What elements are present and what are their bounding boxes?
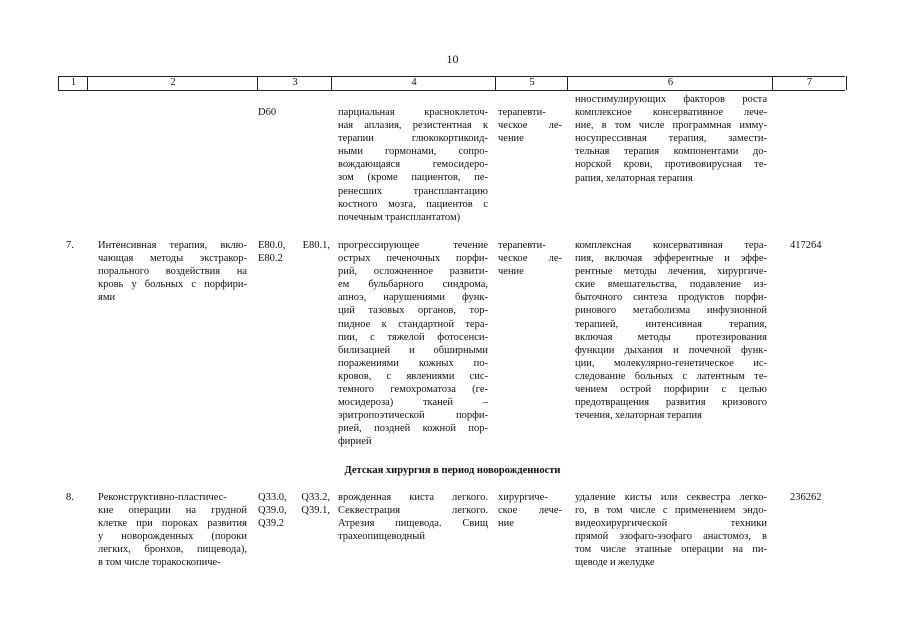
- column-number-1: 1: [58, 76, 88, 90]
- cell-line: функции дыхания и почечной функ-: [575, 344, 767, 356]
- cell-treatment-type: [498, 491, 562, 530]
- cell-cost: 417264: [790, 240, 822, 251]
- cell-line: включая методы протезирования: [575, 331, 767, 343]
- cell-line: кие операции на грудной: [98, 505, 247, 517]
- cell-line: фирией: [338, 436, 372, 448]
- cell-line: чение: [498, 133, 524, 145]
- cell-line: Секвестрация легкого.: [338, 505, 488, 517]
- cell-row-number: 8.: [66, 492, 74, 503]
- cell-line: хирургиче-: [498, 492, 548, 503]
- cell-line: ское лече-: [498, 505, 562, 517]
- cell-codes: [258, 491, 330, 530]
- cell-line: нностимулирующих факторов роста: [575, 94, 767, 105]
- cell-line: Реконструктивно-пластичес-: [98, 492, 227, 503]
- table-header-line-bottom: [58, 90, 845, 91]
- cell-line: билизацией и обширными: [338, 344, 488, 356]
- cell-patient-model: [338, 106, 488, 224]
- column-number-7: 7: [772, 76, 847, 90]
- cell-line: щеводе и желудке: [575, 557, 655, 569]
- cell-treatment-type: [498, 106, 562, 145]
- cell-line: чение: [498, 266, 524, 278]
- cell-line: клетке при пороках развития: [98, 518, 247, 530]
- cell-line: ние, в том числе программная имму-: [575, 120, 767, 132]
- cell-line: кровов, с явлениями сис-: [338, 370, 488, 382]
- cell-codes: [258, 106, 330, 119]
- column-number-5: 5: [495, 76, 568, 90]
- cell-line: том числе этапные операции на пи-: [575, 544, 767, 556]
- cell-line: Q39.2: [258, 518, 284, 530]
- cell-line: тельная терапия компонентами до-: [575, 146, 767, 158]
- cell-line: рией, поздней кожной пор-: [338, 423, 488, 435]
- cell-line: прогрессирующее течение: [338, 240, 488, 251]
- cell-line: кровь у больных с порфири-: [98, 279, 247, 291]
- cell-line: парциальная красноклеточ-: [338, 107, 488, 118]
- cell-line: терапевти-: [498, 240, 546, 251]
- cell-line: апноэ, нарушениями функ-: [338, 292, 488, 304]
- cell-line: быточного синтеза продуктов порфи-: [575, 292, 767, 304]
- cell-line: чающая методы экстракор-: [98, 253, 247, 265]
- cell-line: рентные методы лечения, хирургиче-: [575, 266, 767, 278]
- cell-line: E80.0, E80.1,: [258, 240, 330, 251]
- cell-treatment-method: [575, 239, 767, 422]
- cell-line: следование больных с латентным те-: [575, 370, 767, 382]
- cell-line: ции, молекулярно-генетическое ис-: [575, 357, 767, 369]
- cell-treatment-method: [575, 93, 767, 185]
- cell-line: удаление кисты или секвестра легко-: [575, 492, 767, 503]
- cell-line: норской крови, противовирусная те-: [575, 159, 767, 171]
- cell-line: легких, бронхов, пищевода),: [98, 544, 247, 556]
- cell-treatment-type: [498, 239, 562, 278]
- cell-line: видеохирургической техники: [575, 518, 767, 530]
- cell-line: ная аплазия, резистентная к: [338, 120, 488, 132]
- cell-line: пидное к стандартной тера-: [338, 318, 488, 330]
- cell-cost: 236262: [790, 492, 822, 503]
- cell-line: Q39.0, Q39.1,: [258, 505, 330, 517]
- cell-patient-model: [338, 491, 488, 543]
- cell-codes: [258, 239, 330, 265]
- cell-line: чением острой порфирии с целью: [575, 384, 767, 396]
- cell-line: течения, хелаторная терапия: [575, 410, 702, 422]
- column-number-2: 2: [87, 76, 258, 90]
- cell-line: Атрезия пищевода. Свищ: [338, 518, 488, 530]
- cell-line: ские вмешательства, подавление из-: [575, 279, 767, 291]
- cell-line: зом (кроме пациентов, пе-: [338, 172, 488, 184]
- cell-line: пия, включая эфферентные и эффе-: [575, 253, 767, 265]
- cell-line: ями: [98, 292, 116, 304]
- column-number-3: 3: [257, 76, 332, 90]
- cell-line: врожденная киста легкого.: [338, 492, 488, 503]
- column-number-4: 4: [331, 76, 496, 90]
- cell-line: рапия, хелаторная терапия: [575, 172, 693, 184]
- cell-line: пии, с тяжелой фотосенси-: [338, 331, 488, 343]
- cell-line: прямой эзофаго-эзофаго анастомоз, в: [575, 531, 767, 543]
- column-number-6: 6: [567, 76, 773, 90]
- cell-line: порального воздействия на: [98, 266, 247, 278]
- cell-line: ций тазовых органов, тор-: [338, 305, 488, 317]
- cell-line: терапии глюкокортикоид-: [338, 133, 488, 145]
- cell-line: терапией, интенсивная терапия,: [575, 318, 767, 330]
- cell-treatment-method: [575, 491, 767, 570]
- cell-line: ренесших трансплантацию: [338, 185, 488, 197]
- cell-line: E80.2: [258, 253, 283, 265]
- cell-line: терапевти-: [498, 107, 546, 118]
- cell-care-name: [98, 239, 247, 304]
- cell-line: рий, осложненное развити-: [338, 266, 488, 278]
- cell-line: темного гемохроматоза (ге-: [338, 384, 488, 396]
- cell-row-number: 7.: [66, 240, 74, 251]
- cell-line: ринового метаболизма инфузионной: [575, 305, 767, 317]
- cell-line: предотвращения развития кризового: [575, 397, 767, 409]
- section-title: Детская хирургия в период новорожденности: [344, 465, 561, 476]
- cell-line: Интенсивная терапия, вклю-: [98, 240, 247, 251]
- cell-line: костного мозга, пациентов с: [338, 198, 488, 210]
- page-number: 10: [446, 52, 459, 66]
- cell-line: го, в том числе с применением эндо-: [575, 505, 767, 517]
- cell-line: почечным трансплантатом): [338, 211, 461, 223]
- cell-line: мосидероза) тканей –: [338, 397, 488, 409]
- cell-patient-model: [338, 239, 488, 449]
- cell-line: ными гормонами, сопро-: [338, 146, 488, 158]
- cell-line: D60: [258, 107, 277, 118]
- cell-care-name: [98, 491, 247, 570]
- cell-line: у новорожденных (пороки: [98, 531, 247, 543]
- cell-line: эритропоэтической порфи-: [338, 410, 488, 422]
- cell-line: ческое ле-: [498, 253, 562, 265]
- cell-line: поражениями кожных по-: [338, 357, 488, 369]
- cell-line: комплексная консервативная тера-: [575, 240, 767, 251]
- cell-line: трахеопищеводный: [338, 531, 425, 543]
- cell-line: острых печеночных порфи-: [338, 253, 488, 265]
- cell-line: в том числе торакоскопиче-: [98, 557, 221, 569]
- cell-line: вождающаяся гемосидеро-: [338, 159, 488, 171]
- cell-line: комплексное консервативное лече-: [575, 107, 767, 119]
- cell-line: Q33.0, Q33.2,: [258, 492, 330, 503]
- cell-line: ем бульбарного синдрома,: [338, 279, 488, 291]
- cell-line: ние: [498, 518, 514, 530]
- cell-line: ческое ле-: [498, 120, 562, 132]
- cell-line: носупрессивная терапия, замести-: [575, 133, 767, 145]
